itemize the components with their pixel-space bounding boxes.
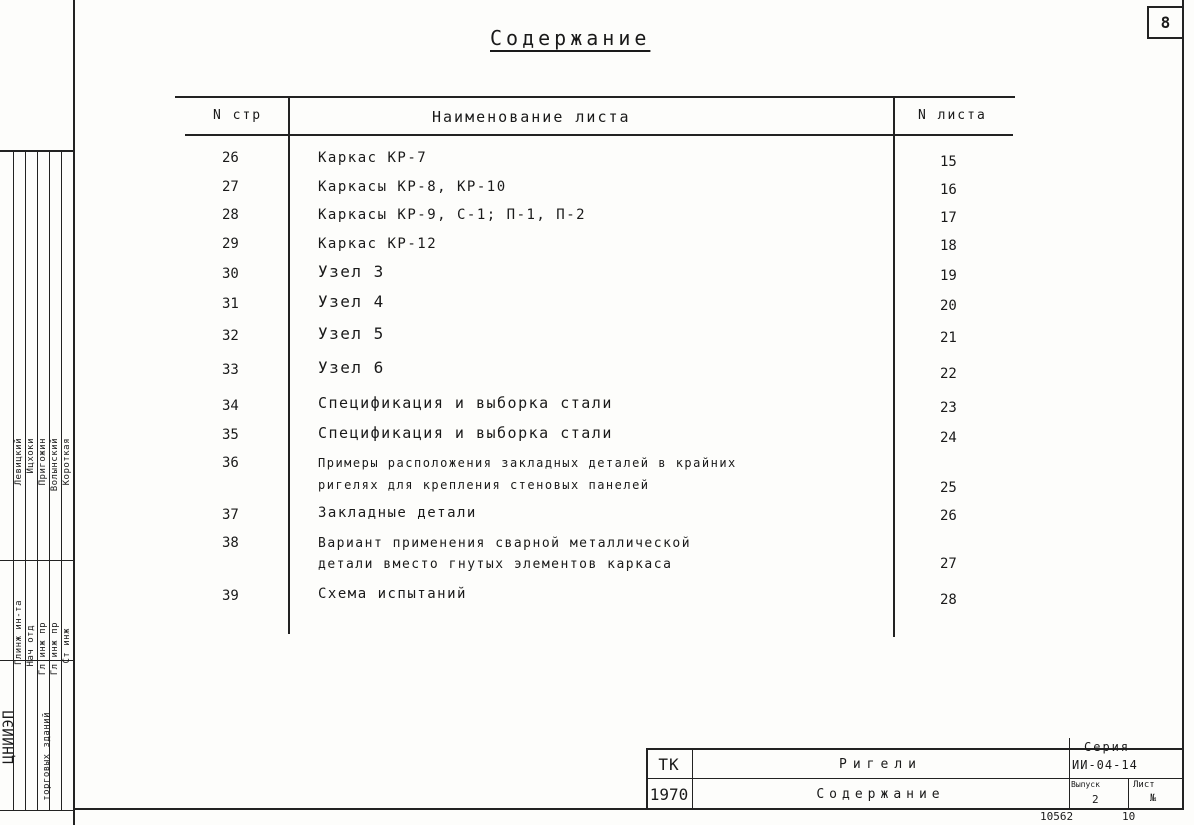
row-name: Спецификация и выборка стали	[318, 394, 613, 412]
stamp-name: Волынский	[50, 438, 60, 492]
table-column-divider-2	[893, 97, 895, 637]
title-block-code: ТК	[658, 754, 680, 774]
page-number-box: 8	[1147, 6, 1184, 39]
row-sheet: 21	[940, 330, 957, 346]
row-page: 26	[222, 150, 239, 166]
stamp-name: Ицхоки	[26, 438, 36, 474]
row-name: Схема испытаний	[318, 586, 467, 602]
row-name: Примеры расположения закладных деталей в крайних ригелях для крепления стеновых панелей	[318, 456, 737, 492]
frame-right-border	[1182, 0, 1184, 810]
series-value: ИИ-04-14	[1072, 758, 1138, 772]
stamp-row-rule	[0, 560, 74, 561]
stamp-org-subtitle: торговых зданий	[42, 712, 52, 801]
row-page: 28	[222, 207, 239, 223]
archive-number: 10562	[1040, 810, 1074, 823]
stamp-role: Гл инж пр	[38, 622, 48, 676]
row-sheet: 25	[940, 480, 957, 496]
row-name: Спецификация и выборка стали	[318, 424, 613, 442]
title-block-subject: Ригели	[839, 756, 922, 772]
row-page: 35	[222, 427, 239, 443]
row-page: 30	[222, 266, 239, 282]
stamp-name: Пригожин	[38, 438, 48, 486]
title-block-mid-rule	[646, 778, 1182, 779]
row-sheet: 27	[940, 556, 957, 572]
stamp-role: Нач отд	[26, 625, 36, 667]
header-name: Наименование листа	[432, 108, 631, 126]
row-sheet: 15	[940, 154, 957, 170]
row-sheet: 26	[940, 508, 957, 524]
row-page: 36	[222, 455, 239, 471]
sheet-no-label: №	[1150, 793, 1157, 804]
row-page: 31	[222, 296, 239, 312]
row-page: 29	[222, 236, 239, 252]
row-name: Узел 3	[318, 262, 385, 281]
row-sheet: 18	[940, 238, 957, 254]
stamp-name: Короткая	[62, 438, 72, 486]
stamp-column-rule	[25, 150, 26, 810]
issue-value: 2	[1092, 793, 1099, 806]
stamp-role: Ст инж	[62, 628, 72, 664]
stamp-name: Левицкий	[14, 438, 24, 486]
header-sheet: N листа	[918, 108, 987, 123]
frame-bottom-border	[73, 808, 1183, 810]
row-sheet: 24	[940, 430, 957, 446]
sheet-label: Лист	[1133, 780, 1155, 790]
row-name: Узел 4	[318, 292, 385, 311]
title-block-col-rule	[1069, 738, 1070, 810]
row-name: Вариант применения сварной металлической детали вместо гнутых элементов каркаса	[318, 536, 692, 572]
title-block-sheet-title: Содержание	[816, 786, 945, 802]
row-name: Закладные детали	[318, 505, 477, 521]
row-sheet: 19	[940, 268, 957, 284]
row-sheet: 22	[940, 366, 957, 382]
row-sheet: 16	[940, 182, 957, 198]
row-sheet: 23	[940, 400, 957, 416]
row-name: Каркас КР-7	[318, 150, 428, 166]
row-name: Узел 6	[318, 358, 385, 377]
stamp-role: Гл инж пр	[50, 622, 60, 676]
row-page: 39	[222, 588, 239, 604]
title-block-col-rule	[1128, 778, 1129, 810]
title-block-year: 1970	[649, 784, 689, 804]
row-sheet: 28	[940, 592, 957, 608]
table-header-bottom-rule	[185, 134, 1013, 136]
row-page: 34	[222, 398, 239, 414]
row-page: 32	[222, 328, 239, 344]
series-label: Серия	[1084, 740, 1131, 754]
stamp-organization: ЦНИИЭП	[1, 710, 17, 764]
row-sheet: 20	[940, 298, 957, 314]
archive-sheet: 10	[1122, 810, 1136, 823]
row-name: Каркас КР-12	[318, 236, 438, 252]
row-page: 27	[222, 179, 239, 195]
frame-left-border	[73, 0, 75, 825]
stamp-role: Глинж ин-та	[14, 600, 24, 666]
row-page: 37	[222, 507, 239, 523]
stamp-row-rule	[0, 810, 74, 811]
issue-label: Выпуск	[1071, 780, 1100, 789]
row-name: Каркасы КР-9, С-1; П-1, П-2	[318, 207, 587, 223]
row-page: 33	[222, 362, 239, 378]
table-header-top-rule	[175, 96, 1015, 98]
document-title: Содержание	[490, 26, 651, 50]
row-page: 38	[222, 535, 239, 551]
table-column-divider-1	[288, 97, 290, 634]
header-page: N стр	[213, 108, 263, 123]
row-name: Узел 5	[318, 324, 385, 343]
row-sheet: 17	[940, 210, 957, 226]
row-name: Каркасы КР-8, КР-10	[318, 179, 507, 195]
